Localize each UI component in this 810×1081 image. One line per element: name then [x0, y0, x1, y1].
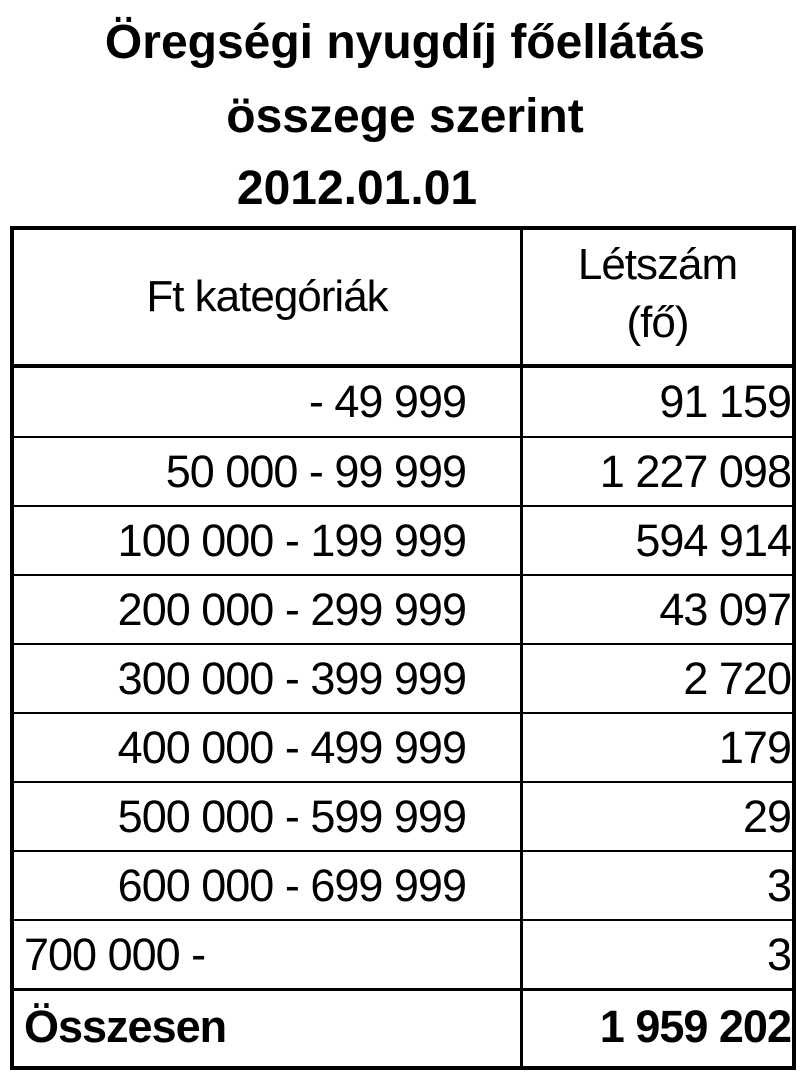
total-label: Összesen [24, 1001, 227, 1052]
row-count: 1 227 098 [599, 446, 791, 497]
row-category: 300 000 - 399 999 [117, 653, 466, 704]
page-title: Öregségi nyugdíj főellátás [104, 16, 706, 69]
page-date: 2012.01.01 [236, 162, 478, 215]
row-category: 400 000 - 499 999 [117, 722, 466, 773]
total-count: 1 959 202 [599, 1001, 791, 1052]
header-count-line1: Létszám [577, 240, 738, 289]
row-category: 50 000 - 99 999 [165, 446, 466, 497]
row-count: 594 914 [635, 515, 791, 566]
page-subtitle: összege szerint [226, 90, 584, 143]
row-count: 29 [742, 791, 791, 842]
row-category: 200 000 - 299 999 [117, 584, 466, 635]
row-count: 3 [766, 860, 791, 911]
row-count: 2 720 [683, 653, 791, 704]
header-count-line2: (fő) [626, 298, 689, 347]
header-category: Ft kategóriák [146, 272, 388, 321]
row-count: 91 159 [659, 376, 791, 427]
row-count: 179 [718, 722, 791, 773]
row-count: 43 097 [659, 584, 791, 635]
row-category: 700 000 - [24, 929, 206, 980]
row-category: 500 000 - 599 999 [117, 791, 466, 842]
row-category: 100 000 - 199 999 [117, 515, 466, 566]
header-count [523, 236, 792, 352]
row-count: 3 [766, 929, 791, 980]
pension-table [10, 226, 796, 1070]
row-category: - 49 999 [308, 376, 466, 427]
row-category: 600 000 - 699 999 [117, 860, 466, 911]
